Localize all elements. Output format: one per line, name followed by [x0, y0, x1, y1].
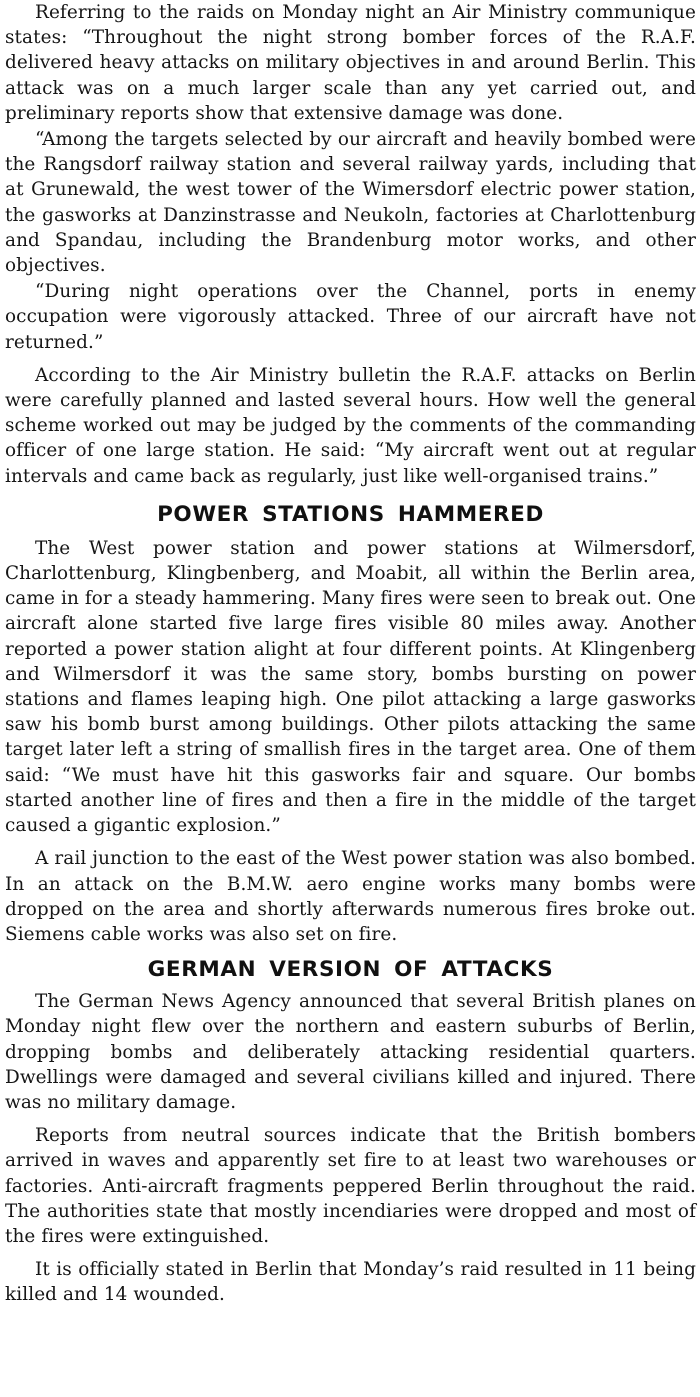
- heading-german-version: GERMAN VERSION OF ATTACKS: [147, 957, 554, 983]
- paragraph-rail-junction: A rail junction to the east of the West power station was also bombed. In an attack on the B.M.W. aero engine works many bombs were dropped on the area and shortly afterwards numerous fires broke out. Siemens cable works was also set on fire.: [5, 848, 696, 945]
- paragraph-casualties: It is officially stated in Berlin that Monday’s raid resulted in 11 being killed and 14 wounded.: [5, 1259, 696, 1306]
- paragraph-neutral-sources: Reports from neutral sources indicate that the British bombers arrived in waves and apparently set fire to at least two warehouses or factories. Anti-aircraft fragments peppered Berlin throughout the raid. The authorities state that mostly incendiaries were dropped and most of the fires were extinguished.: [5, 1125, 696, 1247]
- paragraph-bulletin: According to the Air Ministry bulletin the R.A.F. attacks on Berlin were carefully planned and lasted several hours. How well the general scheme worked out may be judged by the comments of the commanding officer of one large station. He said: “My aircraft went out at regular intervals and came back as regularly, just like well-organised trains.”: [5, 364, 696, 487]
- paragraph-targets: “Among the targets selected by our aircraft and heavily bombed were the Rangsdorf railway station and several railway yards, including that at Grunewald, the west tower of the Wimersdorf electric power station, the gasworks at Danzinstrasse and Neukoln, factories at Charlottenburg and Spandau, including the Brandenburg motor works, and other objectives.: [5, 129, 696, 277]
- paragraph-german-agency: The German News Agency announced that several British planes on Monday night flew over the northern and eastern suburbs of Berlin, dropping bombs and deliberately attacking residential quarters. Dwellings were damaged and several civilians killed and injured. There was no military damage.: [5, 991, 696, 1113]
- paragraph-communique: Referring to the raids on Monday night an Air Ministry communique states: “Throughout the night strong bomber forces of the R.A.F. delivered heavy attacks on military objectives in and around Berlin. This attack was on a much larger scale than any yet carried out, and preliminary reports show that extensive damage was done.: [5, 2, 696, 124]
- paragraph-channel: “During night operations over the Channel, ports in enemy occupation were vigorously attacked. Three of our aircraft have not returned.”: [5, 281, 696, 353]
- heading-power-stations: POWER STATIONS HAMMERED: [157, 501, 544, 527]
- paragraph-power-stations: The West power station and power stations at Wilmersdorf, Charlottenburg, Klingbenberg, and Moabit, all within the Berlin area, came in for a steady hammering. Many fires were seen to break out. One aircraft alone started five large fires visible 80 miles away. Another reported a power station alight at four different points. At Klingenberg and Wilmersdorf it was the same story, bombs bursting on power stations and flames leaping high. One pilot attacking a large gasworks saw his bomb burst among buildings. Other pilots attacking the same target later left a string of smallish fires in the target area. One of them said: “We must have hit this gasworks fair and square. Our bombs started another line of fires and then a fire in the middle of the target caused a gigantic explosion.”: [5, 537, 696, 837]
